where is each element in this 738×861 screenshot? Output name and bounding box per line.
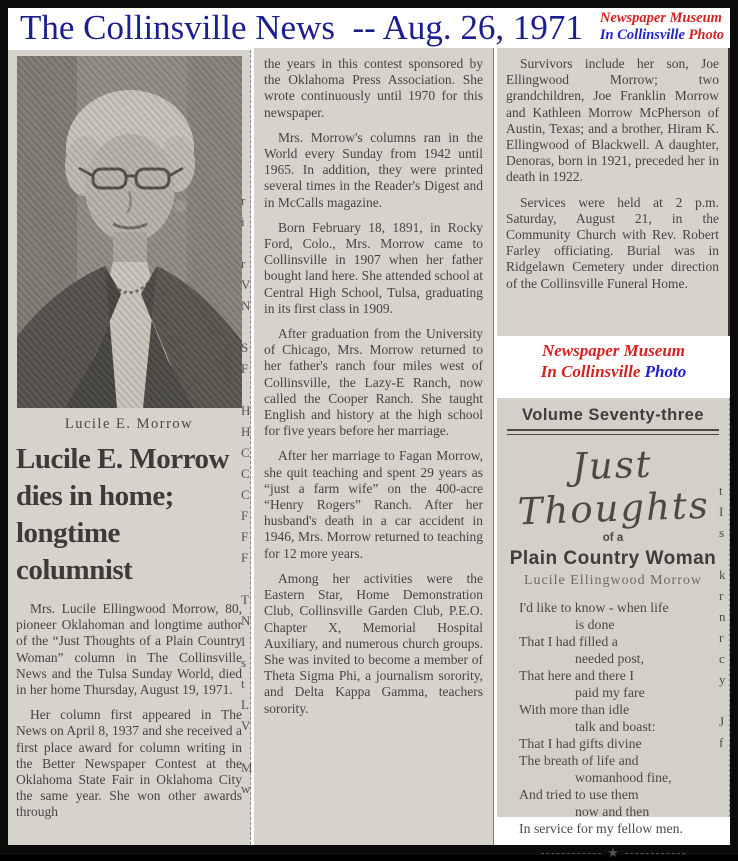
headline-line: Lucile E. Morrow (16, 443, 229, 475)
volume-heading: Volume Seventy-three (521, 406, 705, 424)
poem-byline: Lucile Ellingwood Morrow (524, 573, 702, 588)
cutoff-letter: N (241, 613, 251, 628)
star-divider: ★ (507, 845, 719, 861)
poem-line: With more than idle (519, 702, 630, 717)
cutoff-letter: r (241, 193, 246, 208)
photo-caption: Lucile E. Morrow (64, 416, 194, 432)
poem-line: paid my fare (575, 685, 645, 700)
portrait-photo (17, 56, 242, 408)
cutoff-letter: I (241, 634, 246, 649)
body-paragraph: Born February 18, 1891, in Rocky Ford, Colo., Mrs. Morrow came to Collinsville in 1907 when her father bought land here. She attended school at Central High School, Tulsa, graduating in its first class in 1909. (264, 219, 483, 316)
cutoff-letter: S (241, 340, 249, 355)
watermark-in-collinsville: In Collinsville (599, 27, 685, 43)
cutoff-letter: f (719, 735, 724, 750)
cutoff-letter (241, 568, 253, 589)
poem-line: womanhood fine, (575, 770, 672, 785)
poem-line: is done (575, 617, 615, 632)
cutoff-letter: n (719, 609, 726, 624)
cutoff-letter: V (241, 718, 251, 733)
body-paragraph: Mrs. Morrow's columns ran in the World every Sunday from 1942 until 1965. In addition, they were printed several times in the Reader's Digest and in McCalls magazine. (264, 129, 483, 210)
poem-body (507, 599, 719, 837)
cutoff-letter: N (241, 298, 251, 313)
cutoff-letter: C (241, 445, 250, 460)
cutoff-letter: F (241, 529, 249, 544)
headline-line: longtime columnist (16, 517, 133, 586)
cutoff-letter (719, 690, 731, 711)
obituary-column-right (497, 48, 730, 336)
cutoff-text-sliver-right (719, 480, 731, 753)
double-rule (507, 429, 719, 435)
watermark-photo: Photo (688, 27, 724, 43)
cutoff-letter (241, 379, 253, 400)
poem-line: That here and there I (519, 668, 634, 683)
watermark-line2 (497, 361, 730, 382)
masthead (8, 8, 730, 50)
cutoff-letter: L (241, 697, 249, 712)
watermark-line1: Newspaper Museum (541, 341, 686, 360)
cutoff-letter: F (241, 508, 249, 523)
cutoff-letter: c (719, 651, 725, 666)
cutoff-letter: J (719, 714, 725, 729)
cutoff-text-sliver-left (241, 190, 253, 799)
cutoff-letter (241, 232, 253, 253)
cutoff-letter: t (241, 676, 245, 691)
watermark-mid (497, 340, 730, 382)
poem-line: I'd like to know - when life (519, 600, 669, 615)
cutoff-letter: C (241, 466, 250, 481)
body-paragraph: After her marriage to Fagan Morrow, she quit teaching and spent 29 years as “just a farm wife” on the 400-acre “Henry Rogers” Ranch. After her husband's death in a car accident in 1946, Mrs. Morrow returned to teaching for 12 more years. (264, 448, 483, 561)
obituary-headline (16, 441, 242, 589)
cutoff-letter: H (241, 403, 251, 418)
portrait-photo-art (17, 56, 242, 408)
poem-line: That I had filled a (519, 634, 618, 649)
plain-country-woman-subtitle: Plain Country Woman (509, 548, 717, 569)
just-thoughts-clipping (497, 398, 730, 860)
cutoff-letter: i (241, 214, 245, 229)
of-a-subtitle: of a (602, 532, 624, 544)
body-paragraph: Services were held at 2 p.m. Saturday, August 21, in the Community Church with Rev. Robert Farley officiating. Burial was in Ridgelawn Cemetery under direction of the Collinsville Funeral Home. (506, 194, 719, 291)
cutoff-letter: F (241, 361, 249, 376)
poem-line: talk and boast: (575, 719, 656, 734)
body-paragraph: Among her activities were the Eastern Star, Home Demonstration Club, Collinsville Garden Club, P.E.O. Chapter X, Memorial Hospital Auxiliary, and numerous church groups. She was invited to become a member of Theta Sigma Phi, a journalism sorority, and Delta Kappa Gamma, teachers sorority. (264, 570, 483, 716)
watermark-line1: Newspaper Museum (599, 10, 722, 26)
watermark-line2 (600, 27, 724, 44)
cutoff-letter: r (241, 256, 246, 271)
poem-line: And tried to use them (519, 787, 639, 802)
obituary-column-middle (254, 48, 494, 845)
obituary-column-left (8, 50, 251, 845)
watermark-header (600, 10, 724, 44)
cutoff-letter: I (719, 504, 724, 519)
cutoff-letter: T (241, 592, 249, 607)
body-paragraph: Survivors include her son, Joe Ellingwood Morrow; two grandchildren, Joe Franklin Morrow and Kathleen Morrow McPherson of Austin, Texas; and a brother, Hiram K. Ellingwood of Blackwell. A daughter, Denoras, born in 1921, preceded her in death in 1922. (506, 56, 719, 185)
cutoff-letter: s (719, 525, 725, 540)
cutoff-letter: t (719, 483, 723, 498)
poem-line: needed post, (575, 651, 644, 666)
cutoff-letter (719, 543, 731, 564)
cutoff-letter: y (719, 672, 726, 687)
cutoff-letter: w (241, 781, 251, 796)
poem-line: now and then (575, 804, 650, 819)
cutoff-letter: M (241, 760, 253, 775)
body-paragraph: Her column first appeared in The News on April 8, 1937 and she received a first place award for column writing in the Better Newspaper Contest at the Oklahoma State Fair in Oklahoma City the same year. She won other awards through (16, 707, 242, 820)
cutoff-letter: V (241, 277, 251, 292)
cutoff-letter: C (241, 487, 250, 502)
cutoff-letter: F (241, 550, 249, 565)
cutoff-letter (241, 736, 253, 757)
poem-line: That I had gifts divine (519, 736, 642, 751)
cutoff-letter: s (241, 655, 247, 670)
cutoff-letter: r (719, 588, 724, 603)
cutoff-letter (241, 316, 253, 337)
headline-line: dies in home; (16, 480, 174, 512)
page-title: The Collinsville News -- Aug. 26, 1971 (20, 8, 583, 47)
cutoff-letter: r (719, 630, 724, 645)
left-column-body (16, 601, 242, 821)
body-paragraph: Mrs. Lucile Ellingwood Morrow, 80, pioneer Oklahoman and longtime author of the “Just Thoughts of a Plain Country Woman” column in The Collinsville News and the Tulsa Sunday World, died in her home Thursday, August 19, 1971. (16, 601, 242, 698)
poem-line: In service for my fellow men. (519, 821, 683, 836)
poem-line: The breath of life and (519, 753, 639, 768)
body-paragraph: After graduation from the University of Chicago, Mrs. Morrow returned to her father's ranch four miles west of Collinsville, the Lazy-E Ranch, now called the Cooper Ranch. She taught English and history at the high school for five years before her marriage. (264, 326, 483, 439)
just-thoughts-title: Just Thoughts (517, 442, 711, 534)
cutoff-letter: k (719, 567, 726, 582)
cutoff-letter: H (241, 424, 251, 439)
watermark-in-collinsville: In Collinsville (540, 362, 641, 381)
watermark-photo: Photo (644, 362, 687, 381)
body-paragraph: the years in this contest sponsored by the Oklahoma Press Association. She wrote continuously until 1970 for this newspaper. (264, 56, 483, 120)
